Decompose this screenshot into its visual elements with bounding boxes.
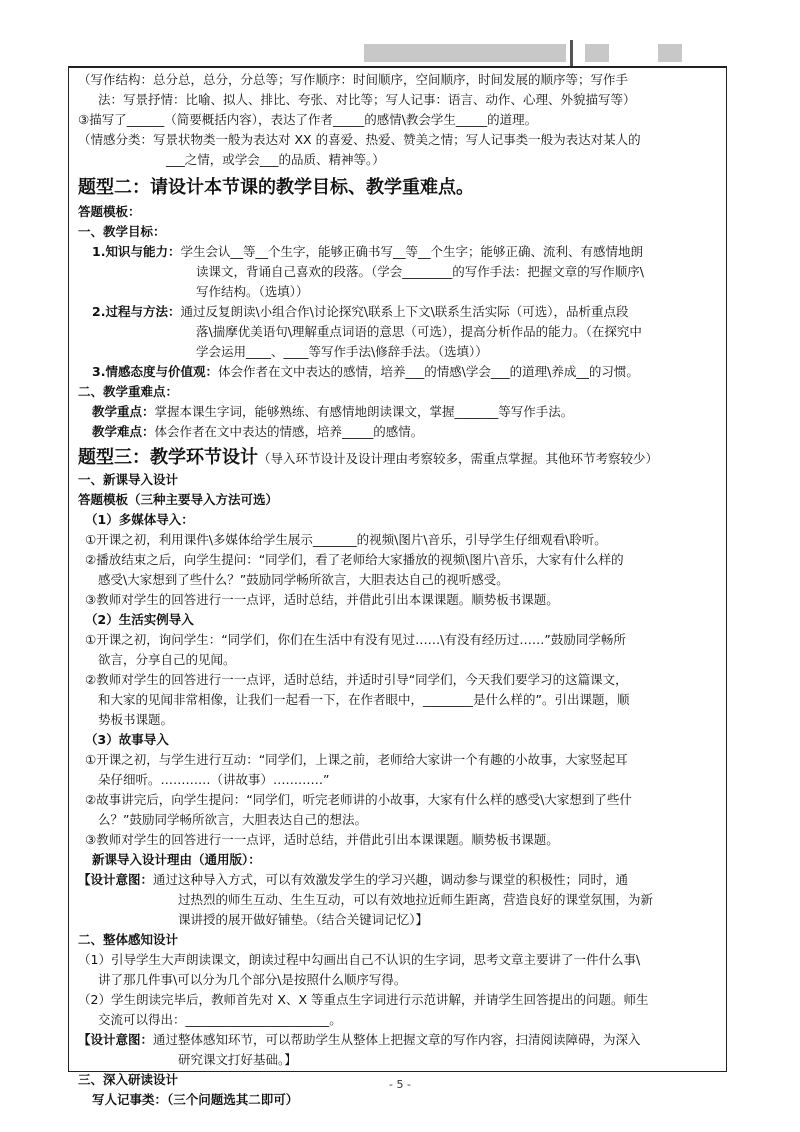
text-line [78,422,722,442]
subheading-deep-reading: 三、深入研读设计 [78,1072,179,1087]
type3-title: 题型三：教学环节设计 [78,447,258,468]
template-label: 答题模板（三种主要导入方法可选） [78,492,279,507]
text-line [78,402,722,422]
text-line [78,1030,722,1050]
design-reason-heading: 新课导入设计理由（通用版）： [92,852,261,867]
text-line: （写作结构：总分总，总分，分总等；写作顺序：时间顺序，空间顺序，时间发展的顺序等；写作手 [78,72,629,87]
text-line: ③教师对学生的回答进行一一点评，适时总结，并借此引出本课课题。顺势板书课题。 [85,832,559,847]
text-line: ②故事讲完后，向学生提问：“同学们，听完老师讲的小故事，大家有什么样的感受\大家想到了些什 [85,792,632,807]
text-line: （2）学生朗读完毕后，教师首先对 X、X 等重点生字词进行示范讲解，并请学生回答提出的问题。师生 [78,992,649,1007]
text-line: 欲言，分享自己的见闻。 [98,652,236,667]
text-line: ①开课之初，利用课件\多媒体给学生展示_______的视频\图片\音乐，引导学生仔细观看\聆听。 [85,532,607,547]
text-line: ②播放结束之后，向学生提问：“同学们，看了老师给大家播放的视频\图片\音乐，大家有什么样的 [85,552,624,567]
document-body [78,70,722,1110]
header-bar-3 [658,44,682,62]
text-line: 学会运用____、____等写作手法\修辞手法。（选填）） [196,344,488,359]
method-heading: （1）多媒体导入： [85,512,194,527]
section-heading-type3 [78,446,722,470]
text-line: 过热烈的师生互动、生生互动，可以有效地拉近师生距离，营造良好的课堂氛围，为新 [178,892,654,907]
text-line: ①开课之初，与学生进行互动：“同学们，上课之前，老师给大家讲一个有趣的小故事，大家竖起耳 [85,752,628,767]
template-label: 答题模板： [78,204,141,219]
text-line: 读课文，背诵自己喜欢的段落。（学会________的写作手法：把握文章的写作顺序\ [196,264,644,279]
subheading-key-points: 二、教学重难点： [78,384,179,399]
text-line: 讲了那几件事\可以分为几个部分\是按照什么顺序写得。 [98,972,407,987]
header-bar-2 [585,44,609,62]
text-line: （情感分类：写景状物类一般为表达对 XX 的喜爱、热爱、赞美之情；写人记事类一般为表达对某人的 [78,132,641,147]
text-line: 么？”鼓励同学畅所欲言，大胆表达自己的想法。 [98,812,367,827]
design-intent-text: 通过这种导入方式，可以有效激发学生的学习兴趣，调动参与课堂的积极性；同时，通 [153,872,629,887]
text-line: 势板书课题。 [98,712,174,727]
text-line [78,302,722,322]
goal-text: 学生会认__等__个生字，能够正确书写__等__个生字；能够正确、流利、有感情地朗 [180,244,643,259]
text-line [78,362,722,382]
text-line: 感受\大家想到了些什么？”鼓励同学畅所欲言，大胆表达自己的视听感受。 [98,572,509,587]
subheading-overall-perception: 二、整体感知设计 [78,932,179,947]
text-line: 落\揣摩优美语句\理解重点词语的意思（可选），提高分析作品的能力。（在探究中 [196,324,642,339]
goal-label: 3.情感态度与价值观： [92,364,218,379]
subheading-teaching-goals: 一、教学目标： [78,224,166,239]
goal-label: 2.过程与方法： [92,304,181,319]
goal-text: 体会作者在文中表达的感情，培养___的情感\学会___的道理\养成__的习惯。 [217,364,639,379]
header-separator [570,40,573,66]
goal-text: 通过反复朗读\小组合作\讨论探究\联系上下文\联系生活实际（可选），品析重点段 [180,304,629,319]
design-intent-label: 【设计意图： [78,1032,154,1047]
text-line: ③教师对学生的回答进行一一点评，适时总结，并借此引出本课课题。顺势板书课题。 [85,592,559,607]
text-line: ___之情，或学会___的品质、精神等。） [166,152,385,167]
key-point-text: 掌握本课生字词，能够熟练、有感情地朗读课文，掌握_______等写作手法。 [154,404,574,419]
text-line: ③描写了______（简要概括内容），表达了作者_____的感情\教会学生_____的道理。 [78,112,538,127]
section-heading-type2: 题型二：请设计本节课的教学目标、教学重难点。 [78,177,474,198]
method-heading: （2）生活实例导入 [85,612,194,627]
difficulty-text: 体会作者在文中表达的情感，培养_____的感情。 [154,424,424,439]
text-line [78,242,722,262]
subheading-intro-design: 一、新课导入设计 [78,472,179,487]
text-line: 交流可以得出：_______________________。 [98,1012,342,1027]
method-heading: （3）故事导入 [85,732,169,747]
text-line [78,870,722,890]
design-intent-label: 【设计意图： [78,872,154,887]
design-intent-text: 通过整体感知环节，可以帮助学生从整体上把握文章的写作内容，扫清阅读障碍，为深入 [153,1032,641,1047]
text-line: 课讲授的展开做好铺垫。（结合关键词记忆）】 [178,912,429,927]
goal-label: 1.知识与能力： [92,244,181,259]
text-line: 朵仔细听。…………（讲故事）…………” [98,772,330,787]
text-line: （1）引导学生大声朗读课文，朗读过程中勾画出自己不认识的生字词，思考文章主要讲了一件什么事\ [78,952,641,967]
difficulty-label: 教学难点： [92,424,155,439]
page-number: - 5 - [389,1078,411,1091]
text-line: ②教师对学生的回答进行一一点评，适时总结，并适时引导“同学们，今天我们要学习的这篇课文， [85,672,628,687]
text-line: 研究课文打好基础。】 [178,1052,297,1067]
text-line: 和大家的见闻非常相像，让我们一起看一下，在作者眼中，________是什么样的”。引出课题，顺 [98,692,630,707]
text-line: 写人记事类：（三个问题选其二即可） [92,1092,299,1107]
text-line: ①开课之初，询问学生：“同学们，你们在生活中有没有见过……\有没有经历过……”鼓励同学畅所 [85,632,626,647]
text-line: 写作结构。（选填）） [196,284,309,299]
header-bar-1 [364,44,566,62]
text-line: 法：写景抒情：比喻、拟人、排比、夸张、对比等；写人记事：语言、动作、心理、外貌描写等） [98,92,636,107]
type3-note: （导入环节设计及设计理由考察较多，需重点掌握。其他环节考察较少） [258,451,659,466]
key-point-label: 教学重点： [92,404,155,419]
